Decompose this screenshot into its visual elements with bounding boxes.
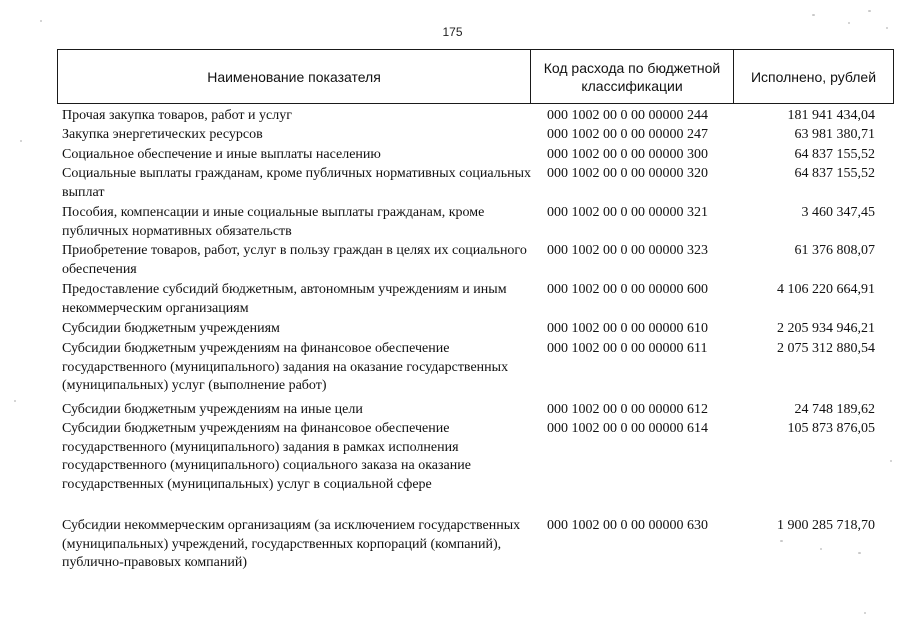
row-code: 000 1002 00 0 00 00000 600 <box>547 282 708 297</box>
row-name: Субсидии бюджетным учреждениям на финансовое обеспечение государственного (муниципального) задания на оказание государственных (муниципальных) услуг (выполнение работ) <box>62 341 509 393</box>
table-header <box>57 49 894 104</box>
row-code: 000 1002 00 0 00 00000 630 <box>547 518 708 533</box>
row-code: 000 1002 00 0 00 00000 612 <box>547 402 708 417</box>
row-code: 000 1002 00 0 00 00000 247 <box>547 127 708 142</box>
row-code: 000 1002 00 0 00 00000 610 <box>547 321 708 336</box>
row-code: 000 1002 00 0 00 00000 323 <box>547 243 708 258</box>
row-code: 000 1002 00 0 00 00000 244 <box>547 108 708 123</box>
row-code: 000 1002 00 0 00 00000 300 <box>547 147 708 162</box>
row-name: Прочая закупка товаров, работ и услуг <box>62 108 292 123</box>
row-name: Субсидии бюджетным учреждениям <box>62 321 280 336</box>
row-amount: 63 981 380,71 <box>794 127 875 142</box>
column-header-name: Наименование показателя <box>58 50 531 104</box>
row-name: Пособия, компенсации и иные социальные выплаты гражданам, кроме публичных нормативных обязательств <box>62 205 485 239</box>
column-header-amount: Исполнено, рублей <box>734 50 894 104</box>
row-amount: 64 837 155,52 <box>794 147 875 162</box>
row-name: Социальные выплаты гражданам, кроме публичных нормативных социальных выплат <box>62 166 531 200</box>
row-amount: 2 205 934 946,21 <box>777 321 875 336</box>
row-amount: 3 460 347,45 <box>801 205 875 220</box>
row-amount: 1 900 285 718,70 <box>777 518 875 533</box>
row-code: 000 1002 00 0 00 00000 320 <box>547 166 708 181</box>
row-name: Предоставление субсидий бюджетным, автономным учреждениям и иным некоммерческим организациям <box>62 282 507 316</box>
row-code: 000 1002 00 0 00 00000 611 <box>547 341 708 356</box>
row-code: 000 1002 00 0 00 00000 614 <box>547 421 708 436</box>
row-amount: 4 106 220 664,91 <box>777 282 875 297</box>
row-code: 000 1002 00 0 00 00000 321 <box>547 205 708 220</box>
row-name: Субсидии бюджетным учреждениям на финансовое обеспечение государственного (муниципального) задания в рамках исполнения государственного (муниципального) социального заказа на оказание государственных (муниципальных) услуг в социальной сфере <box>62 421 471 492</box>
row-amount: 181 941 434,04 <box>787 108 875 123</box>
row-name: Социальное обеспечение и иные выплаты населению <box>62 147 381 162</box>
row-name: Приобретение товаров, работ, услуг в пользу граждан в целях их социального обеспечения <box>62 243 527 277</box>
row-name: Закупка энергетических ресурсов <box>62 127 263 142</box>
row-name: Субсидии бюджетным учреждениям на иные цели <box>62 402 363 417</box>
row-amount: 64 837 155,52 <box>794 166 875 181</box>
page-number: 175 <box>442 25 463 39</box>
column-header-code: Код расхода по бюджетной классификации <box>531 50 734 104</box>
row-amount: 105 873 876,05 <box>787 421 875 436</box>
row-name: Субсидии некоммерческим организациям (за исключением государственных (муниципальных) учреждений, государственных корпораций (компаний), публично-правовых компаний) <box>62 518 521 570</box>
row-amount: 61 376 808,07 <box>794 243 875 258</box>
row-amount: 2 075 312 880,54 <box>777 341 875 356</box>
row-amount: 24 748 189,62 <box>794 402 875 417</box>
